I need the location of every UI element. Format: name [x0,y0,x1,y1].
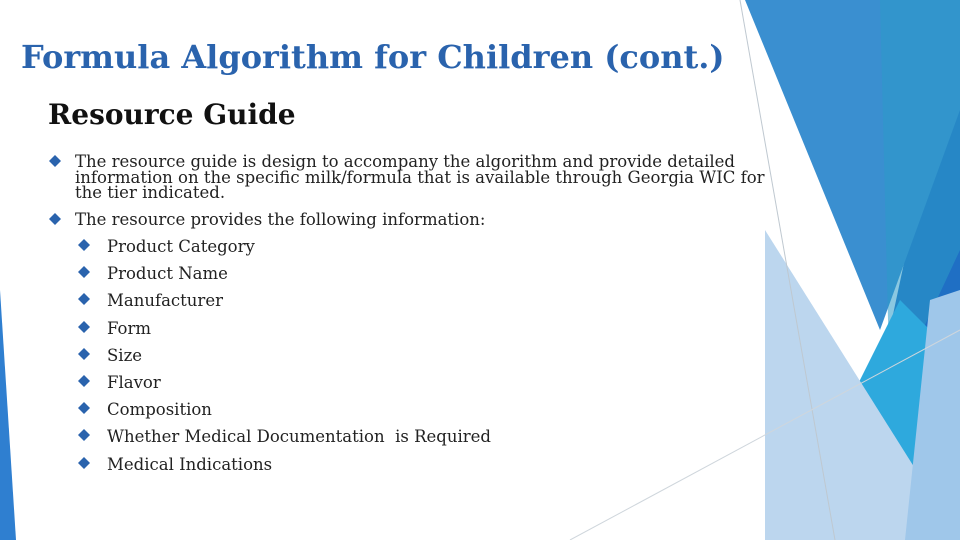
bullet-text: The resource provides the following information: [75,209,486,229]
sub-bullet-text: Product Name [107,264,228,284]
sub-bullet-item [75,428,776,445]
diamond-bullet-icon [78,457,90,469]
sub-bullet-item [75,401,776,418]
sub-bullet-item [75,265,776,282]
diamond-bullet-icon [78,239,90,251]
slide-subtitle: Resource Guide [48,98,296,131]
diamond-bullet-icon [78,402,90,414]
sub-bullet-text: Medical Indications [107,454,273,474]
sub-bullet-item [75,320,776,337]
sub-bullet-text: Flavor [107,372,161,392]
diamond-bullet-icon [49,155,61,167]
slide-title: Formula Algorithm for Children (cont.) [21,38,725,76]
deco-shape-left [0,290,16,540]
diamond-bullet-icon [78,375,90,387]
sub-bullet-item [75,374,776,391]
sub-bullet-list [75,238,776,473]
diamond-bullet-icon [78,293,90,305]
diamond-bullet-icon [78,348,90,360]
sub-bullet-text: Manufacturer [107,291,223,311]
sub-bullet-text: Composition [107,400,212,420]
bullet-text: The resource guide is design to accompany the algorithm and provide detailed information on the specific milk/formula that is available through Georgia WIC for the tier indicated. [75,152,765,202]
diamond-bullet-icon [78,429,90,441]
sub-bullet-item [75,456,776,473]
bullet-item [46,154,776,201]
sub-bullet-text: Product Category [107,237,255,256]
sub-bullet-text: Size [107,345,143,365]
diamond-bullet-icon [78,266,90,278]
diamond-bullet-icon [49,213,61,225]
sub-bullet-item [75,238,776,255]
sub-bullet-text: Form [107,318,152,338]
sub-bullet-item [75,292,776,309]
bullet-list [46,154,776,484]
bullet-item [46,209,776,474]
sub-bullet-item [75,347,776,364]
sub-bullet-text: Whether Medical Documentation is Required [107,427,491,447]
diamond-bullet-icon [78,321,90,333]
